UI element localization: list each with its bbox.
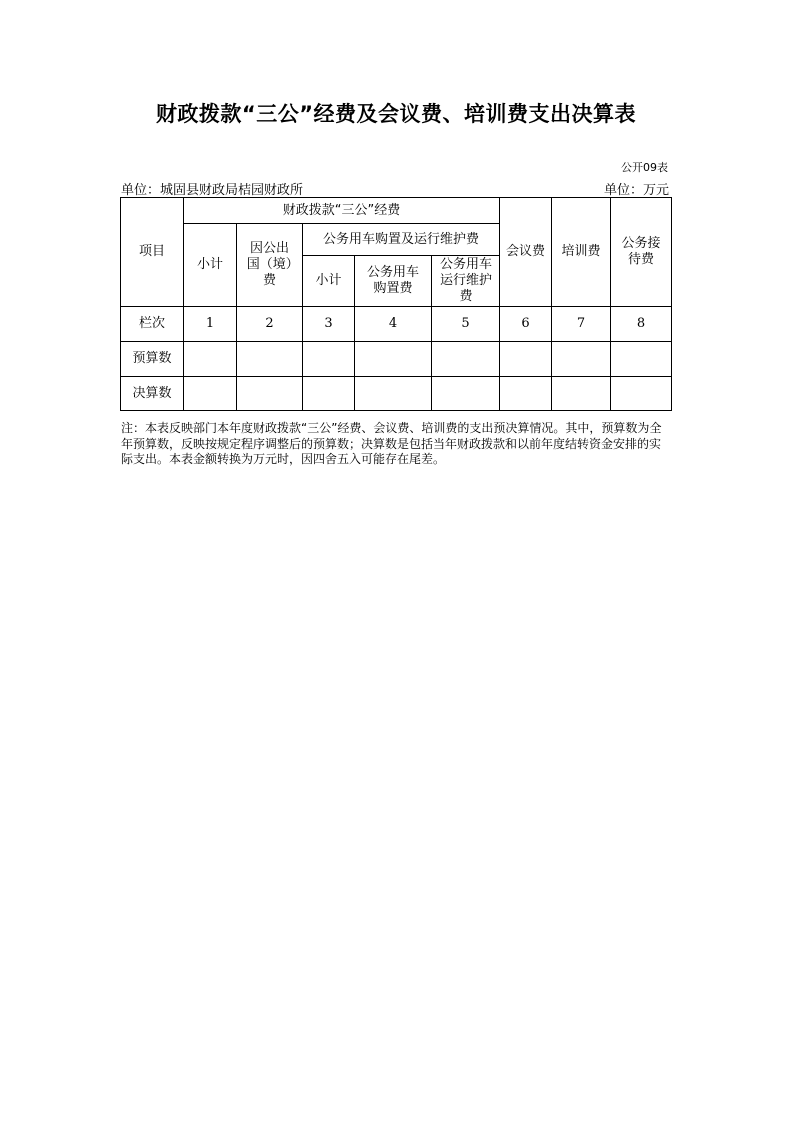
final-cell xyxy=(355,377,432,411)
header-vehicle-purchase-text: 公务用车购置费 xyxy=(366,265,419,296)
row-label-column-no: 栏次 xyxy=(121,307,184,342)
header-item: 项目 xyxy=(121,198,184,307)
final-cell xyxy=(500,377,552,411)
budget-cell xyxy=(552,342,611,377)
column-number: 7 xyxy=(552,307,611,342)
column-number: 6 xyxy=(500,307,552,342)
header-vehicle-purchase xyxy=(355,256,432,307)
column-number: 2 xyxy=(237,307,303,342)
header-sangong-group: 财政拨款“三公”经费 xyxy=(184,198,500,224)
final-cell xyxy=(432,377,500,411)
column-number: 4 xyxy=(355,307,432,342)
row-label-budget: 预算数 xyxy=(121,342,184,377)
column-number: 8 xyxy=(611,307,672,342)
budget-cell xyxy=(611,342,672,377)
budget-cell xyxy=(500,342,552,377)
budget-cell xyxy=(303,342,355,377)
budget-cell xyxy=(355,342,432,377)
header-vehicle-operation-text: 公务用车运行维护费 xyxy=(439,257,492,304)
header-training: 培训费 xyxy=(552,198,611,307)
budget-cell xyxy=(184,342,237,377)
header-abroad-text: 因公出国（境）费 xyxy=(246,241,293,288)
column-number: 1 xyxy=(184,307,237,342)
page-title: 财政拨款“三公”经费及会议费、培训费支出决算表 xyxy=(155,102,637,126)
final-cell xyxy=(237,377,303,411)
final-cell xyxy=(303,377,355,411)
expenditure-table xyxy=(120,197,672,411)
final-cell xyxy=(611,377,672,411)
header-vehicle-group: 公务用车购置及运行维护费 xyxy=(303,224,500,256)
header-vehicle-subtotal: 小计 xyxy=(303,256,355,307)
header-reception xyxy=(611,198,672,307)
row-label-final: 决算数 xyxy=(121,377,184,411)
currency-unit: 单位：万元 xyxy=(603,183,669,198)
final-cell xyxy=(184,377,237,411)
header-vehicle-operation xyxy=(432,256,500,307)
footnote: 注：本表反映部门本年度财政拨款“三公”经费、会议费、培训费的支出预决算情况。其中，预算数为全年预算数，反映按规定程序调整后的预算数；决算数是包括当年财政拨款和以前年度结转资金安排的实际支出。本表金额转换为万元时，因四舍五入可能存在尾差。 xyxy=(121,421,662,466)
header-reception-text: 公务接待费 xyxy=(621,236,661,267)
column-number: 5 xyxy=(432,307,500,342)
header-meeting: 会议费 xyxy=(500,198,552,307)
header-abroad xyxy=(237,224,303,307)
unit-name: 单位：城固县财政局桔园财政所 xyxy=(121,183,304,198)
header-subtotal: 小计 xyxy=(184,224,237,307)
form-code: 公开09表 xyxy=(621,161,668,174)
budget-cell xyxy=(237,342,303,377)
budget-cell xyxy=(432,342,500,377)
final-cell xyxy=(552,377,611,411)
column-number: 3 xyxy=(303,307,355,342)
